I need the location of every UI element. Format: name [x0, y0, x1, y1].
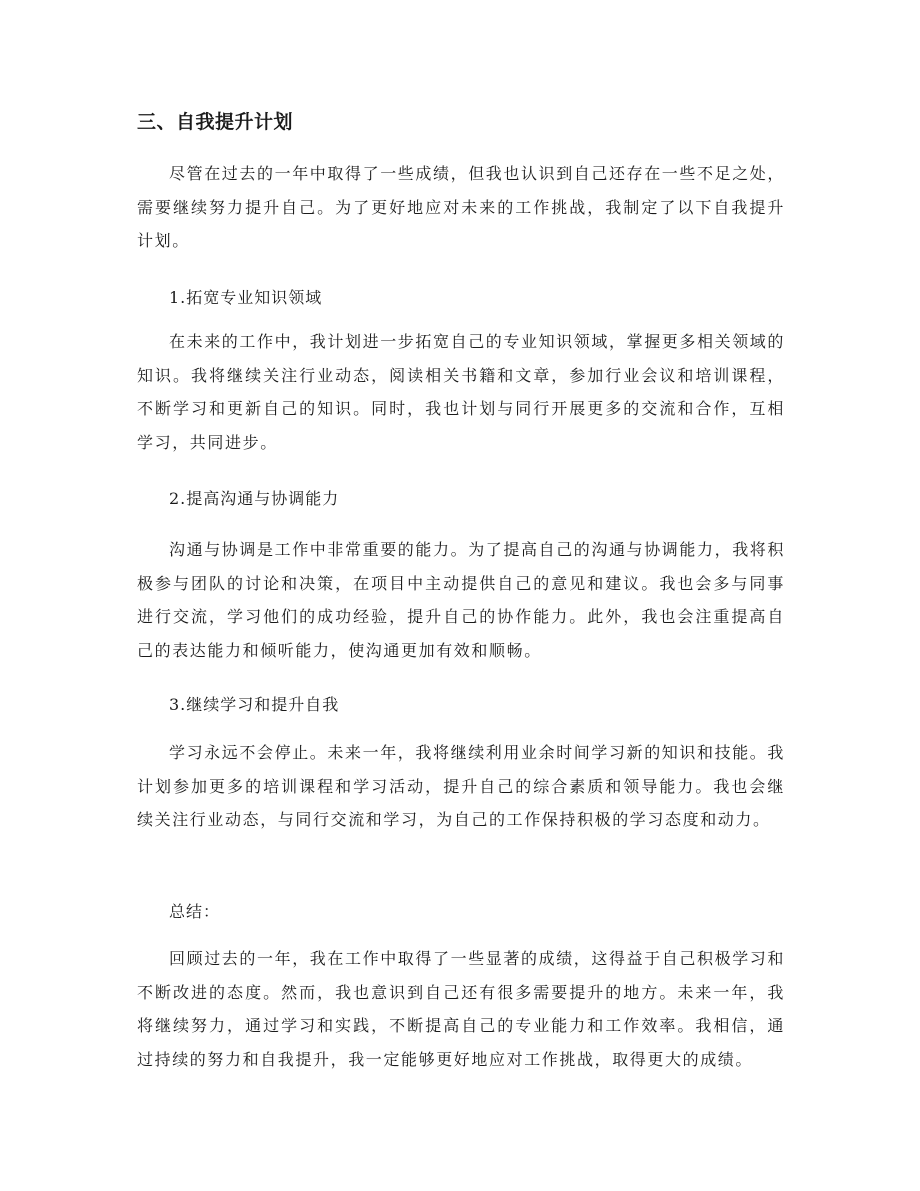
paragraph-communication: 沟通与协调是工作中非常重要的能力。为了提高自己的沟通与协调能力，我将积极参与团队的讨论和决策，在项目中主动提供自己的意见和建议。我也会多与同事进行交流，学习他们的成功经验，提升自己的协作能力。此外，我也会注重提高自己的表达能力和倾听能力，使沟通更加有效和顺畅。 — [137, 540, 786, 660]
section-heading: 三、自我提升计划 — [137, 111, 294, 133]
intro-paragraph: 尽管在过去的一年中取得了一些成绩，但我也认识到自己还存在一些不足之处，需要继续努力提升自己。为了更好地应对未来的工作挑战，我制定了以下自我提升计划。 — [137, 164, 786, 250]
paragraph-summary: 回顾过去的一年，我在工作中取得了一些显著的成绩，这得益于自己积极学习和不断改进的态度。然而，我也意识到自己还有很多需要提升的地方。未来一年，我将继续努力，通过学习和实践，不断提高自己的专业能力和工作效率。我相信，通过持续的努力和自我提升，我一定能够更好地应对工作挑战，取得更大的成绩。 — [137, 949, 786, 1069]
subheading-communication: 2.提高沟通与协调能力 — [169, 489, 340, 508]
subheading-knowledge: 1.拓宽专业知识领域 — [169, 288, 323, 307]
paragraph-learning: 学习永远不会停止。未来一年，我将继续利用业余时间学习新的知识和技能。我计划参加更多的培训课程和学习活动，提升自己的综合素质和领导能力。我也会继续关注行业动态，与同行交流和学习，为自己的工作保持积极的学习态度和动力。 — [137, 743, 786, 829]
subheading-learning: 3.继续学习和提升自我 — [169, 695, 340, 714]
subheading-summary: 总结： — [169, 902, 221, 921]
paragraph-knowledge: 在未来的工作中，我计划进一步拓宽自己的专业知识领域，掌握更多相关领域的知识。我将继续关注行业动态，阅读相关书籍和文章，参加行业会议和培训课程，不断学习和更新自己的知识。同时，我也计划与同行开展更多的交流和合作，互相学习，共同进步。 — [137, 332, 786, 452]
